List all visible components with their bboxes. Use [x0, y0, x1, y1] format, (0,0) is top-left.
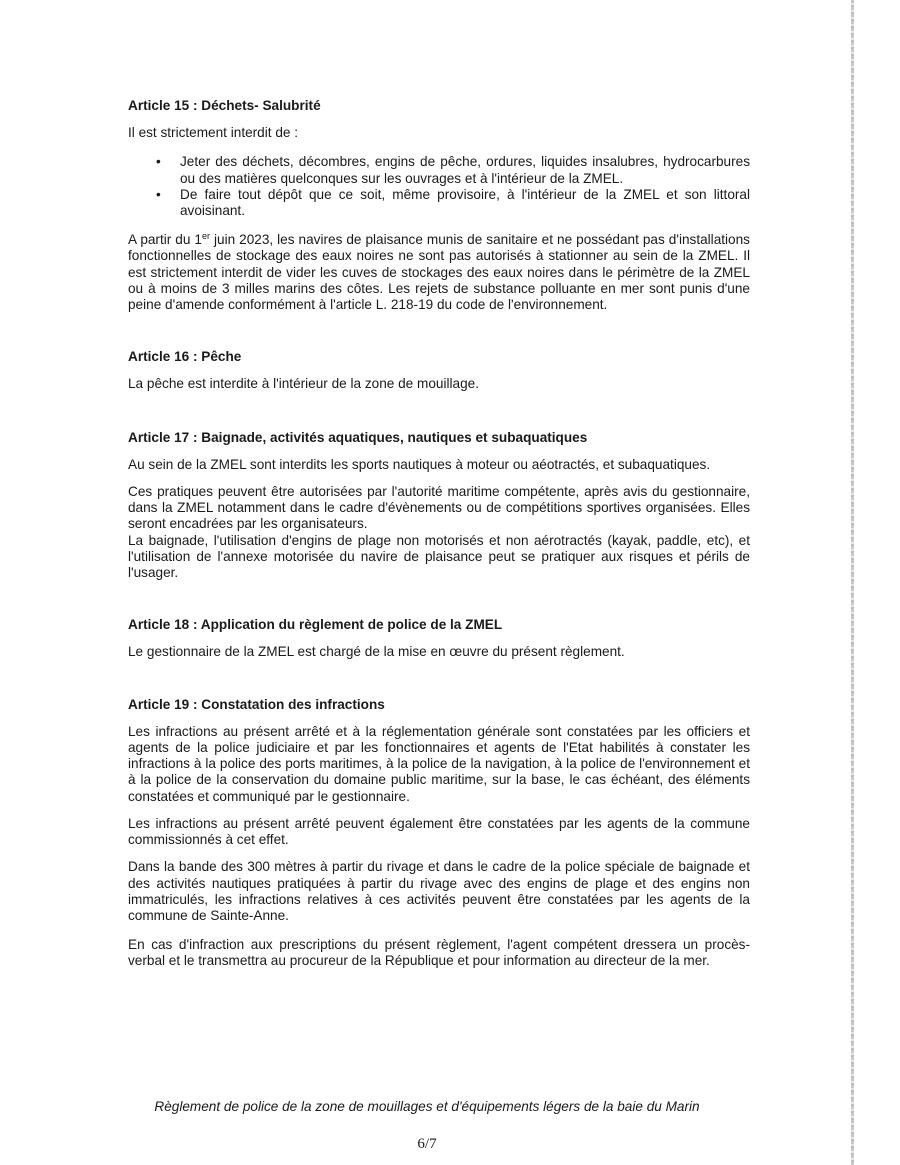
scan-edge: [851, 0, 854, 1165]
article-19-heading: Article 19 : Constatation des infractions: [128, 696, 385, 712]
article-19: [128, 697, 750, 970]
article-18-heading: Article 18 : Application du règlement de police de la ZMEL: [128, 617, 503, 633]
article-19-paragraph-4: En cas d'infraction aux prescriptions du présent règlement, l'agent compétent dressera un procès-verbal et le transmettra au procureur de la République et pour information au directeur de la mer.: [128, 937, 750, 969]
list-item: • De faire tout dépôt que ce soit, même provisoire, à l'intérieur de la ZMEL et son littoral avoisinant.: [180, 187, 750, 219]
article-15-paragraph: [128, 232, 750, 313]
article-17-heading: Article 17 : Baignade, activités aquatiques, nautiques et subaquatiques: [128, 429, 588, 445]
article-16: [128, 349, 750, 392]
article-15: [128, 98, 750, 313]
article-19-paragraph-2: Les infractions au présent arrêté peuvent également être constatées par les agents de la commune commissionnés à cet effet.: [128, 815, 750, 848]
article-18: [128, 617, 750, 660]
article-17: [128, 430, 750, 582]
article-16-paragraph: La pêche est interdite à l'intérieur de la zone de mouillage.: [128, 376, 479, 392]
article-17-paragraph-2: Ces pratiques peuvent être autorisées par l'autorité maritime compétente, après avis du gestionnaire, dans la ZMEL notamment dans le cadre d'évènements ou de compétitions sportives organisées. Elles seront encadrées par les organisateurs.: [128, 484, 750, 532]
page-number: 6/7: [417, 1136, 437, 1152]
footer-title: Règlement de police de la zone de mouillages et d'équipements légers de la baie du Marin: [154, 1099, 700, 1114]
article-15-intro: Il est strictement interdit de :: [128, 125, 298, 141]
list-item: • Jeter des déchets, décombres, engins de pêche, ordures, liquides insalubres, hydrocarbures ou des matières quelconques sur les ouvrages et à l'intérieur de la ZMEL.: [180, 154, 750, 186]
article-15-bullet-list: [128, 154, 750, 219]
article-18-paragraph: Le gestionnaire de la ZMEL est chargé de la mise en œuvre du présent règlement.: [128, 644, 625, 660]
article-15-heading: Article 15 : Déchets- Salubrité: [128, 98, 321, 113]
article-15-paragraph-rest: juin 2023, les navires de plaisance munis de sanitaire et ne possédant pas d'installations fonctionnelles de stockage des eaux noires ne sont pas autorisés à stationner au sein de la ZMEL. Il est strictement interdit de vider les cuves de stockages des eaux noires dans le périmètre de la ZMEL ou à moins de 3 milles marins des côtes. Les rejets de substance polluante en mer sont punis d'une peine d'amende conformément à l'article L. 218-19 du code de l'environnement.: [128, 232, 750, 313]
document-page: [128, 98, 750, 970]
article-17-paragraph-3: La baignade, l'utilisation d'engins de plage non motorisés et non aérotractés (kayak, paddle, etc), et l'utilisation de l'annexe motorisée du navire de plaisance peut se pratiquer aux risques et périls de l'usager.: [128, 532, 750, 581]
ordinal-superscript: er: [201, 231, 210, 242]
article-19-paragraph-1: Les infractions au présent arrêté et à la réglementation générale sont constatées par les officiers et agents de la police judiciaire et par les fonctionnaires et agents de l'Etat habilités à constater les infractions à la police des ports maritimes, à la police de la navigation, à la police de l'environnement et à la police de la conservation du domaine public maritime, sur la base, le cas échéant, des éléments constatées et communiqué par le gestionnaire.: [128, 723, 750, 804]
article-17-paragraph-1: Au sein de la ZMEL sont interdits les sports nautiques à moteur ou aéotractés, et subaquatiques.: [128, 456, 711, 472]
article-19-paragraph-3: Dans la bande des 300 mètres à partir du rivage et dans le cadre de la police spéciale de baignade et des activités nautiques pratiquées à partir du rivage avec des engins de plage et des engins non immatriculés, les infractions relatives à ces activités peuvent être constatées par les agents de la commune de Sainte-Anne.: [128, 859, 750, 923]
article-15-paragraph-start: A partir du 1: [128, 232, 202, 248]
article-16-heading: Article 16 : Pêche: [128, 349, 242, 365]
